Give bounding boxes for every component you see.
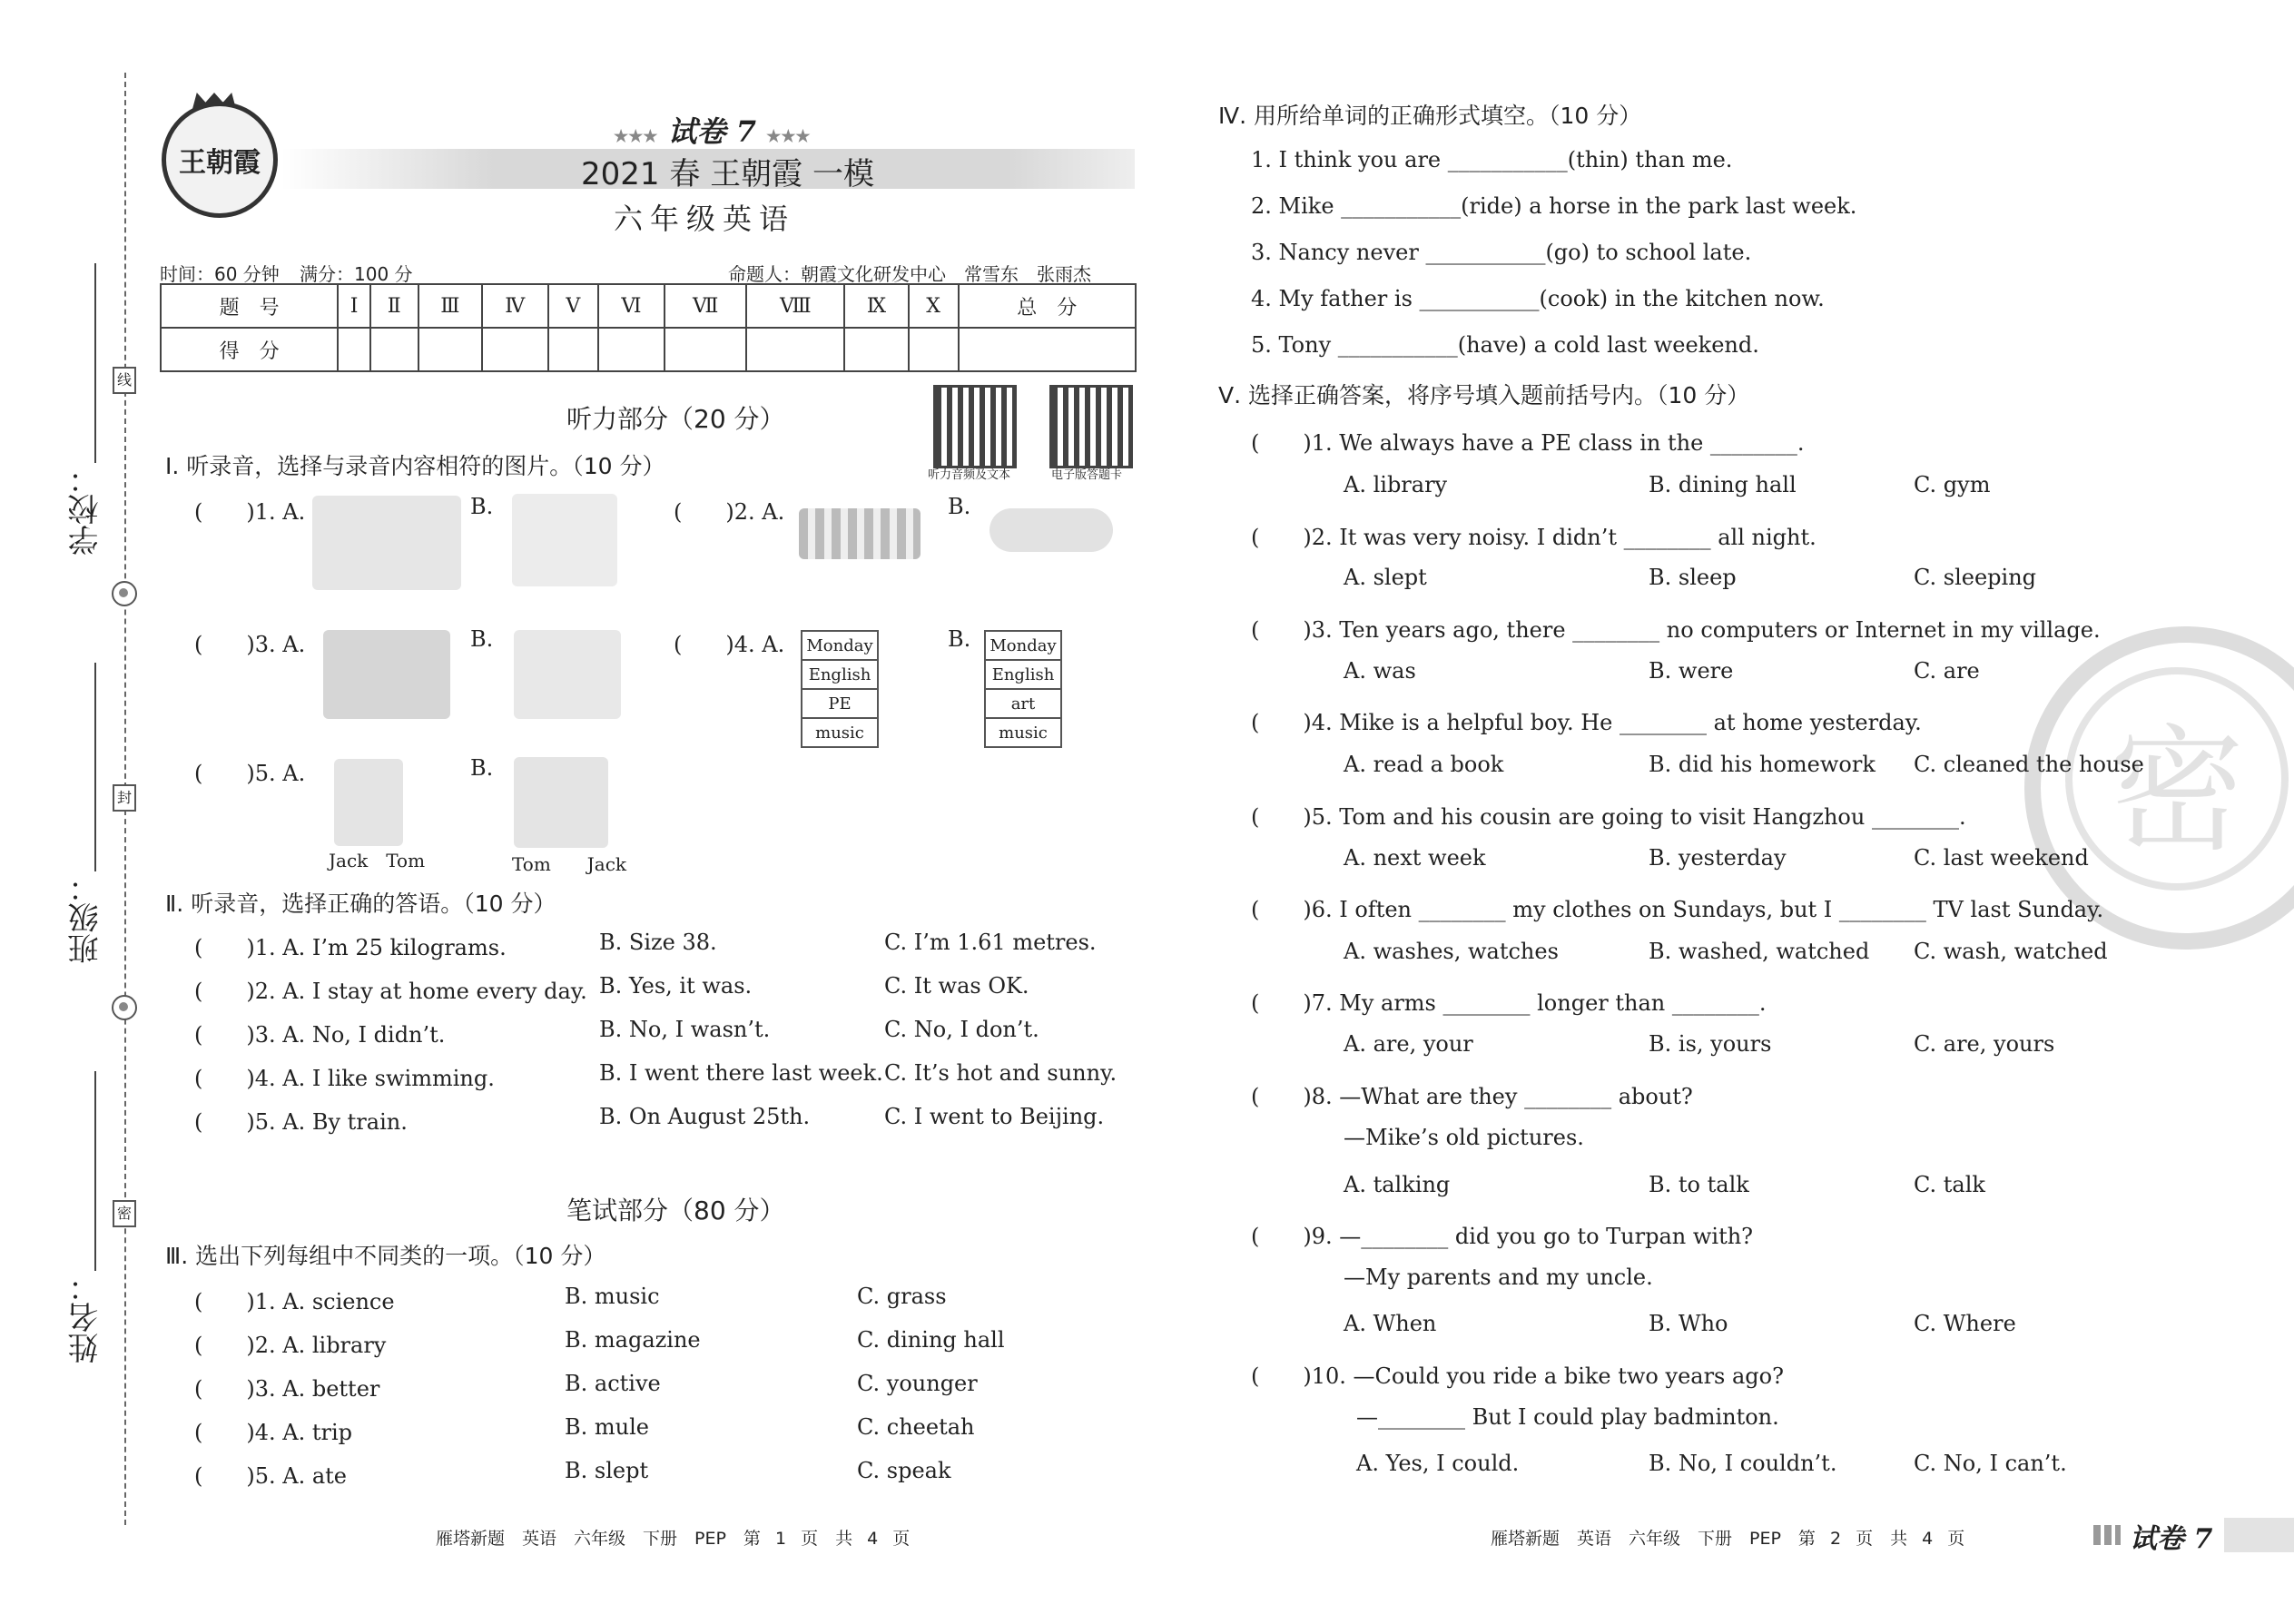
cell: Ⅵ <box>598 284 665 328</box>
cell: Ⅹ <box>909 284 959 328</box>
s5-q1-a: A. library <box>1344 472 1448 497</box>
name-fill-line[interactable] <box>94 1071 96 1271</box>
s2-q5-b: B. On August 25th. <box>599 1104 811 1129</box>
s5-q1-b: B. dining hall <box>1649 472 1797 497</box>
s5-q8: ( )8. —What are they ________ about? <box>1251 1084 1693 1109</box>
s5-q5-b: B. yesterday <box>1649 845 1787 871</box>
cell: Ⅶ <box>665 284 746 328</box>
seal-stamp-char: 密 <box>2065 667 2289 891</box>
s5-q7-b: B. is, yours <box>1649 1031 1772 1057</box>
written-heading: 笔试部分（80 分） <box>566 1196 785 1225</box>
s1-q3-b: B. <box>470 626 494 652</box>
section-2-title: Ⅱ. 听录音，选择正确的答语。（10 分） <box>165 891 556 917</box>
s1-q5: ( )5. A. <box>194 761 306 786</box>
s2-q1: ( )1. A. I’m 25 kilograms. <box>194 935 507 960</box>
score-cell[interactable] <box>548 328 599 371</box>
name-label: 姓名： <box>68 1271 104 1363</box>
fishing-image <box>312 496 461 590</box>
section-4-title: Ⅳ. 用所给单词的正确形式填空。（10 分） <box>1218 103 1642 129</box>
s5-q1: ( )1. We always have a PE class in the ________. <box>1251 430 1805 456</box>
class-fill-line[interactable] <box>94 663 96 871</box>
s4-q3: 3. Nancy never ___________(go) to school late. <box>1251 240 1752 265</box>
s5-q2-c: C. sleeping <box>1914 565 2037 590</box>
s3-q3-c: C. younger <box>857 1371 978 1396</box>
score-cell[interactable] <box>338 328 369 371</box>
s3-q2-b: B. magazine <box>565 1327 701 1353</box>
s5-q8-a: A. talking <box>1344 1172 1451 1197</box>
cell: Ⅸ <box>844 284 908 328</box>
s3-q2-c: C. dining hall <box>857 1327 1005 1353</box>
s3-q3: ( )3. A. better <box>194 1376 380 1402</box>
s5-q4-c: C. cleaned the house <box>1914 752 2144 777</box>
qr1-caption: 听力音频及文本 <box>928 468 1011 482</box>
school-fill-line[interactable] <box>94 263 96 463</box>
s2-q2-c: C. It was OK. <box>884 973 1029 999</box>
s3-q5-c: C. speak <box>857 1458 951 1483</box>
s5-q5: ( )5. Tom and his cousin are going to visit Hangzhou ________. <box>1251 804 1966 830</box>
section-1-title: Ⅰ. 听录音，选择与录音内容相符的图片。（10 分） <box>165 453 665 479</box>
s5-q4: ( )4. Mike is a helpful boy. He ________ at home yesterday. <box>1251 710 1922 735</box>
s3-q3-b: B. active <box>565 1371 661 1396</box>
s2-q1-b: B. Size 38. <box>599 930 717 955</box>
cell: Ⅷ <box>746 284 844 328</box>
score-cell[interactable] <box>598 328 665 371</box>
s5-q8-b: B. to talk <box>1649 1172 1749 1197</box>
s5-q2-b: B. sleep <box>1649 565 1737 590</box>
s2-q2-b: B. Yes, it was. <box>599 973 753 999</box>
s5-q10-c: C. No, I can’t. <box>1914 1451 2067 1476</box>
full-score: 满分：100 分 <box>300 263 413 285</box>
s1-q4: ( )4. A. <box>674 632 785 657</box>
cell: Ⅳ <box>482 284 548 328</box>
score-cell[interactable] <box>959 328 1136 371</box>
cell: Ⅰ <box>338 284 369 328</box>
s5-q6-b: B. washed, watched <box>1649 939 1870 964</box>
s5-q4-b: B. did his homework <box>1649 752 1876 777</box>
footer-left: 雁塔新题 英语 六年级 下册 PEP 第 1 页 共 4 页 <box>436 1529 911 1549</box>
s3-q5: ( )5. A. ate <box>194 1463 347 1489</box>
s5-q4-a: A. read a book <box>1344 752 1504 777</box>
plane-image <box>989 508 1113 552</box>
score-header-row <box>161 284 1136 328</box>
paper-no-band <box>2224 1518 2294 1552</box>
s2-q4-b: B. I went there last week. <box>599 1060 883 1086</box>
s3-q4-c: C. cheetah <box>857 1414 975 1440</box>
s5-q9-c: C. Where <box>1914 1311 2016 1336</box>
exam-subtitle: 六年级英语 <box>614 202 796 236</box>
s4-q2: 2. Mike ___________(ride) a horse in the park last week. <box>1251 193 1857 219</box>
s5-q10-reply: —________ But I could play badminton. <box>1356 1404 1779 1430</box>
s5-q9-a: A. When <box>1344 1311 1437 1336</box>
sched-cell: English <box>985 660 1061 689</box>
s1-q1: ( )1. A. <box>194 499 306 525</box>
sched-cell: art <box>985 689 1061 718</box>
train-image <box>799 508 921 559</box>
school-label: 学校： <box>68 463 104 556</box>
binding-box-line: 线 <box>113 367 136 394</box>
sched-cell: Monday <box>802 631 878 660</box>
score-cell[interactable] <box>746 328 844 371</box>
s5-q3-c: C. are <box>1914 658 1980 684</box>
sched-cell: English <box>802 660 878 689</box>
s2-q3-c: C. No, I don’t. <box>884 1017 1039 1042</box>
class-label: 班级： <box>68 871 104 964</box>
section-5-title: Ⅴ. 选择正确答案，将序号填入题前括号内。（10 分） <box>1218 382 1750 408</box>
s4-q5: 5. Tony ___________(have) a cold last weekend. <box>1251 332 1759 358</box>
s3-q5-b: B. slept <box>565 1458 649 1483</box>
s5-q3: ( )3. Ten years ago, there ________ no computers or Internet in my village. <box>1251 617 2101 643</box>
s5-q10-b: B. No, I couldn’t. <box>1649 1451 1837 1476</box>
schedule-a <box>801 630 879 748</box>
s5-q8-reply: —Mike’s old pictures. <box>1344 1125 1584 1150</box>
s3-q4: ( )4. A. trip <box>194 1420 352 1445</box>
score-cell[interactable] <box>909 328 959 371</box>
s3-q1: ( )1. A. science <box>194 1289 395 1314</box>
paper-no-decoration-icon <box>2093 1525 2121 1545</box>
binding-hole-2 <box>112 995 137 1020</box>
s5-q1-c: C. gym <box>1914 472 1991 497</box>
s5-q10: ( )10. —Could you ride a bike two years ago? <box>1251 1363 1784 1389</box>
q5a-names: Jack Tom <box>329 850 426 871</box>
sched-cell: music <box>985 718 1061 747</box>
s5-q5-a: A. next week <box>1344 845 1486 871</box>
cell: Ⅴ <box>548 284 599 328</box>
cell: Ⅲ <box>418 284 482 328</box>
qr-code-audio[interactable] <box>933 385 1017 468</box>
s5-q6-c: C. wash, watched <box>1914 939 2108 964</box>
climbing-image <box>323 630 450 719</box>
s1-q2-b: B. <box>948 494 971 519</box>
s5-q9: ( )9. —________ did you go to Turpan with? <box>1251 1224 1754 1249</box>
s5-q2: ( )2. It was very noisy. I didn’t ________ all night. <box>1251 525 1816 550</box>
s2-q2: ( )2. A. I stay at home every day. <box>194 979 587 1004</box>
binding-box-seal: 封 <box>113 784 136 812</box>
s3-q1-b: B. music <box>565 1284 660 1309</box>
boys-image-a <box>334 759 403 846</box>
footer-right: 雁塔新题 英语 六年级 下册 PEP 第 2 页 共 4 页 <box>1491 1529 1965 1549</box>
drumming-image <box>514 630 621 719</box>
section-3-title: Ⅲ. 选出下列每组中不同类的一项。（10 分） <box>165 1243 606 1269</box>
authors: 命题人：朝霞文化研发中心 常雪东 张雨杰 <box>728 263 1091 285</box>
s2-q3-b: B. No, I wasn’t. <box>599 1017 771 1042</box>
score-cell[interactable] <box>418 328 482 371</box>
s4-q4: 4. My father is ___________(cook) in the kitchen now. <box>1251 286 1825 311</box>
cell: 总 分 <box>959 284 1136 328</box>
s5-q6: ( )6. I often ________ my clothes on Sundays, but I ________ TV last Sunday. <box>1251 897 2104 922</box>
s2-q1-c: C. I’m 1.61 metres. <box>884 930 1097 955</box>
s3-q2: ( )2. A. library <box>194 1333 387 1358</box>
s2-q4: ( )4. A. I like swimming. <box>194 1066 495 1091</box>
s5-q8-c: C. talk <box>1914 1172 1985 1197</box>
s5-q7: ( )7. My arms ________ longer than ________. <box>1251 990 1767 1016</box>
s5-q7-a: A. are, your <box>1344 1031 1473 1057</box>
s1-q4-b: B. <box>948 626 971 652</box>
sched-cell: PE <box>802 689 878 718</box>
s5-q2-a: A. slept <box>1344 565 1427 590</box>
s1-q3: ( )3. A. <box>194 632 306 657</box>
stars-right-icon: ★★★ <box>766 127 811 146</box>
s5-q9-b: B. Who <box>1649 1311 1728 1336</box>
cycling-image <box>512 494 617 586</box>
s1-q5-b: B. <box>470 755 494 781</box>
brand-logo: 王朝霞 <box>162 102 278 218</box>
s2-q5: ( )5. A. By train. <box>194 1109 408 1135</box>
s4-q1: 1. I think you are ___________(thin) than me. <box>1251 147 1733 172</box>
schedule-b <box>984 630 1062 748</box>
score-cell[interactable] <box>482 328 548 371</box>
listening-heading: 听力部分（20 分） <box>566 404 785 434</box>
boys-image-b <box>514 757 608 848</box>
score-cell[interactable] <box>370 328 418 371</box>
s5-q10-a: A. Yes, I could. <box>1356 1451 1520 1476</box>
s5-q7-c: C. are, yours <box>1914 1031 2055 1057</box>
s2-q3: ( )3. A. No, I didn’t. <box>194 1022 446 1048</box>
stars-left-icon: ★★★ <box>614 127 658 146</box>
exam-title: 2021 春 王朝霞 一模 <box>581 156 874 192</box>
score-cell[interactable] <box>665 328 746 371</box>
s2-q5-c: C. I went to Beijing. <box>884 1104 1105 1129</box>
series-text: 试卷 7 <box>667 114 756 149</box>
binding-box-secret: 密 <box>113 1200 136 1227</box>
paper-series-label <box>614 109 811 151</box>
s5-q5-c: C. last weekend <box>1914 845 2089 871</box>
s5-q3-a: A. was <box>1344 658 1416 684</box>
score-cell[interactable] <box>844 328 908 371</box>
score-value-row <box>161 328 1136 371</box>
cell: 题 号 <box>161 284 338 328</box>
exam-time: 时间：60 分钟 <box>160 263 280 285</box>
qr-code-answer-card[interactable] <box>1049 385 1133 468</box>
s1-q1-b: B. <box>470 494 494 519</box>
s1-q2: ( )2. A. <box>674 499 785 525</box>
s5-q6-a: A. washes, watches <box>1344 939 1559 964</box>
binding-hole-1 <box>112 581 137 606</box>
sched-cell: music <box>802 718 878 747</box>
cell: 得 分 <box>161 328 338 371</box>
s2-q4-c: C. It’s hot and sunny. <box>884 1060 1117 1086</box>
s5-q9-reply: —My parents and my uncle. <box>1344 1265 1653 1290</box>
s3-q1-c: C. grass <box>857 1284 947 1309</box>
sched-cell: Monday <box>985 631 1061 660</box>
cell: Ⅱ <box>370 284 418 328</box>
s5-q3-b: B. were <box>1649 658 1734 684</box>
score-table <box>160 283 1137 372</box>
s3-q4-b: B. mule <box>565 1414 649 1440</box>
qr2-caption: 电子版答题卡 <box>1051 468 1123 482</box>
q5b-names: Tom Jack <box>512 853 627 875</box>
paper-number: 试卷 7 <box>2130 1523 2213 1555</box>
